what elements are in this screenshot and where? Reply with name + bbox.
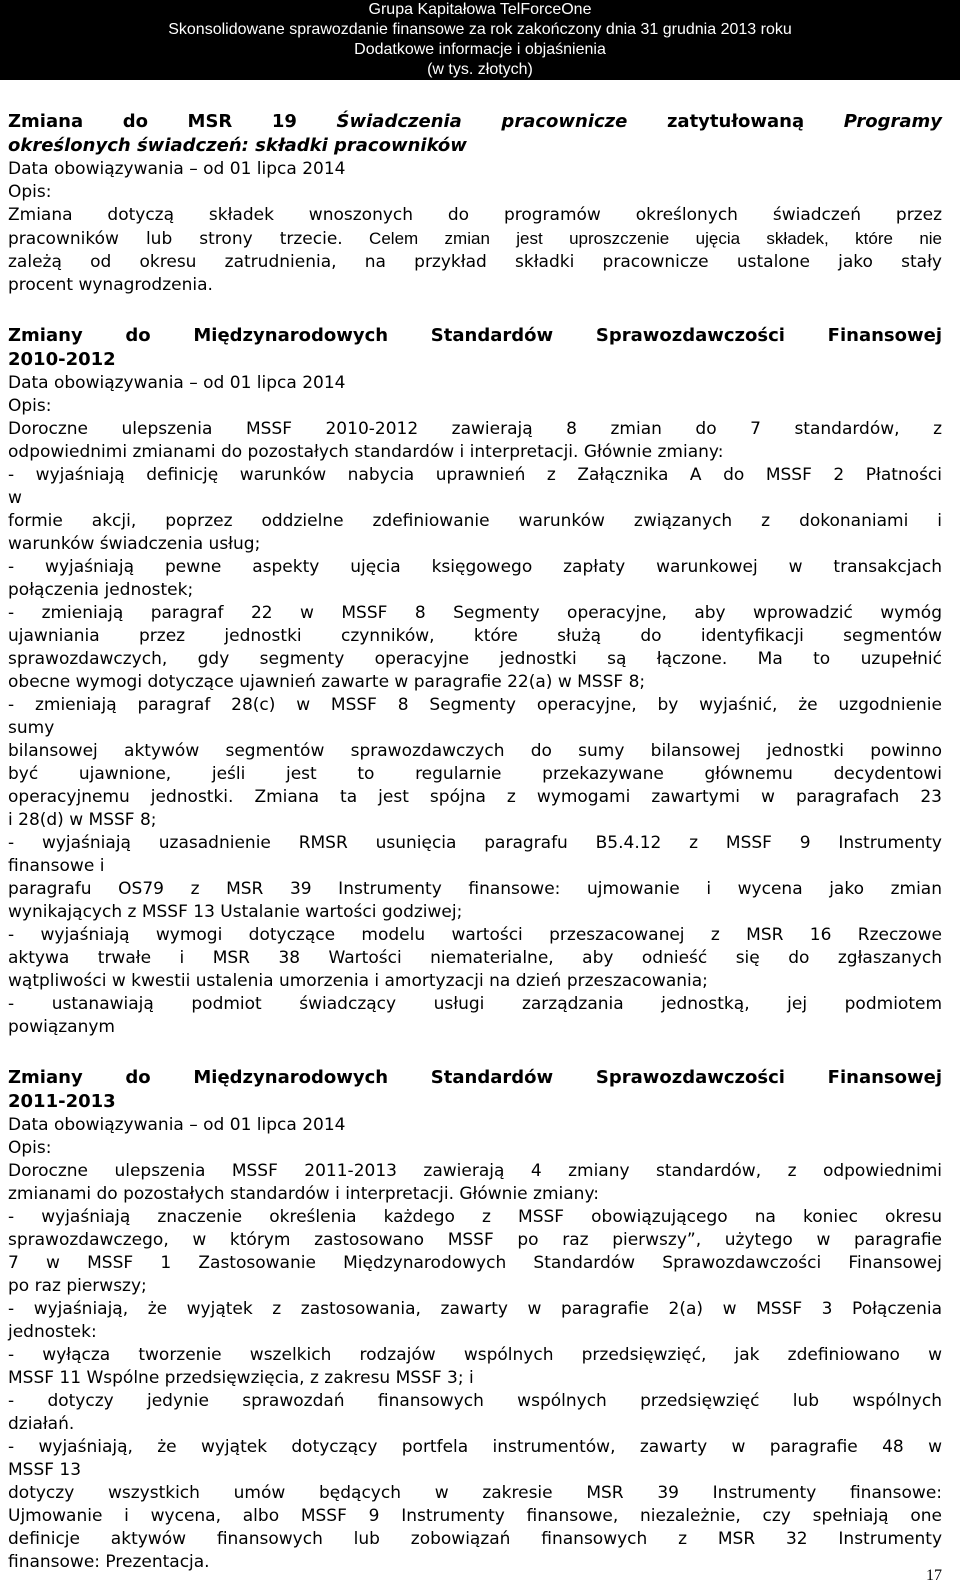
paragraph-line: - wyjaśniają pewne aspekty ujęcia księgowego zapłaty warunkowej w transakcjach [8,557,942,577]
paragraph-line: zmianami do pozostałych standardów i interpretacji. Głównie zmiany: [8,1184,599,1204]
page-number: 17 [926,1567,942,1584]
description-label: Opis: [8,182,52,202]
paragraph-line: sumy [8,718,55,738]
paragraph-line: i 28(d) w MSSF 8; [8,810,157,830]
paragraph-line: operacyjnemu jednostki. Zmiana ta jest spójna z wymogami zawartymi w paragrafach 23 [8,787,942,807]
paragraph-line: - wyjaśniają wymogi dotyczące modelu wartości przeszacowanej z MSR 16 Rzeczowe [8,925,942,945]
document-body [8,110,942,1574]
header-unit: (w tys. złotych) [427,61,533,78]
paragraph-line: procent wynagrodzenia. [8,275,213,295]
paragraph-line: definicje aktywów finansowych lub zobowiązań finansowych z MSR 32 Instrumenty [8,1529,942,1549]
effective-date: Data obowiązywania – od 01 lipca 2014 [8,1115,346,1135]
paragraph-line: - wyjaśniają, że wyjątek z zastosowania, zawarty w paragrafie 2(a) w MSSF 3 Połączenia [8,1299,942,1319]
paragraph-line: finansowe: Prezentacja. [8,1552,210,1572]
paragraph-line: aktywa trwałe i MSR 38 Wartości niematerialne, aby odnieść się do zgłaszanych [8,948,942,968]
paragraph-line: finansowe i [8,856,105,876]
section-title-years: 2010-2012 [8,349,116,370]
paragraph-line: pracowników lub strony trzecie. Celem zmian jest uproszczenie ujęcia składek, które nie [8,229,943,249]
paragraph-line: Zmiana dotyczą składek wnoszonych do programów określonych świadczeń przez [8,205,942,225]
paragraph-line: paragrafu OS79 z MSR 39 Instrumenty finansowe: ujmowanie i wycena jako zmian [8,879,942,899]
paragraph-line: MSSF 13 [8,1460,82,1480]
document-header [0,0,960,80]
section-msr19 [8,110,942,297]
section-title-line2: określonych świadczeń: składki pracowników [8,135,467,156]
paragraph-line: zależą od okresu zatrudnienia, na przykład składki pracownicze ustalone jako stały [8,252,942,272]
paragraph-line: formie akcji, poprzez oddzielne zdefiniowanie warunków związanych z dokonaniami i [8,511,942,531]
paragraph-line: - zmieniają paragraf 28(c) w MSSF 8 Segmenty operacyjne, by wyjaśnić, że uzgodnienie [8,695,942,715]
section-title: Zmiany do Międzynarodowych Standardów Sprawozdawczości Finansowej [8,1067,942,1088]
paragraph-line: bilansowej aktywów segmentów sprawozdawczych do sumy bilansowej jednostki powinno [8,741,942,761]
paragraph-line: sprawozdawczego, w którym zastosowano MSSF po raz pierwszy”, użytego w paragrafie [8,1230,942,1250]
paragraph-line: - wyjaśniają znaczenie określenia każdego z MSSF obowiązującego na koniec okresu [8,1207,942,1227]
paragraph-line: sprawozdawczych, gdy segmenty operacyjne jednostki są łączone. Ma to uzupełnić [8,649,942,669]
paragraph-line: - dotyczy jedynie sprawozdań finansowych wspólnych przedsięwzięć lub wspólnych [8,1391,942,1411]
paragraph-line: - wyjaśniają definicję warunków nabycia uprawnień z Załącznika A do MSSF 2 Płatności [8,465,942,485]
paragraph-line: ujawniania przez jednostki czynników, które służą do identyfikacji segmentów [8,626,942,646]
paragraph-line: po raz pierwszy; [8,1276,147,1296]
paragraph-line: - ustanawiają podmiot świadczący usługi zarządzania jednostką, jej podmiotem [8,994,942,1014]
paragraph-line: dotyczy wszystkich umów będących w zakresie MSR 39 Instrumenty finansowe: [8,1483,942,1503]
paragraph-line: warunków świadczenia usług; [8,534,261,554]
paragraph-line: w [8,488,22,508]
description-body [8,418,942,1039]
header-report-title: Skonsolidowane sprawozdanie finansowe za rok zakończony dnia 31 grudnia 2013 roku [168,21,792,38]
paragraph-line: być ujawnione, jeśli jest to regularnie przekazywane głównemu decydentowi [8,764,942,784]
header-company: Grupa Kapitałowa TelForceOne [368,1,592,18]
header-section: Dodatkowe informacje i objaśnienia [354,41,606,58]
paragraph-line: odpowiednimi zmianami do pozostałych standardów i interpretacji. Głównie zmiany: [8,442,724,462]
paragraph-line: jednostek: [8,1322,97,1342]
paragraph-line: wynikających z MSSF 13 Ustalanie wartości godziwej; [8,902,463,922]
paragraph-line: wątpliwości w kwestii ustalenia umorzenia i amortyzacji na dzień przeszacowania; [8,971,708,991]
section-mssf-2010-2012 [8,324,942,1039]
paragraph-line: Ujmowanie i wycena, albo MSSF 9 Instrumenty finansowe, niezależnie, czy spełniają one [8,1506,942,1526]
section-mssf-2011-2013 [8,1066,942,1574]
section-title: Zmiany do Międzynarodowych Standardów Sprawozdawczości Finansowej [8,325,942,346]
paragraph-line: działań. [8,1414,75,1434]
paragraph-line: - wyjaśniają uzasadnienie RMSR usunięcia paragrafu B5.4.12 z MSSF 9 Instrumenty [8,833,942,853]
description-body [8,1160,942,1574]
paragraph-line: - wyjaśniają, że wyjątek dotyczący portfela instrumentów, zawarty w paragrafie 48 w [8,1437,942,1457]
paragraph-line: Doroczne ulepszenia MSSF 2010-2012 zawierają 8 zmian do 7 standardów, z [8,419,942,439]
section-title-years: 2011-2013 [8,1091,116,1112]
paragraph-line: obecne wymogi dotyczące ujawnień zawarte w paragrafie 22(a) w MSSF 8; [8,672,646,692]
section-title: Zmiana do MSR 19 Świadczenia pracownicze zatytułowaną Programy [8,111,942,132]
paragraph-line: powiązanym [8,1017,115,1037]
effective-date: Data obowiązywania – od 01 lipca 2014 [8,159,346,179]
paragraph-line: połączenia jednostek; [8,580,194,600]
paragraph-line: MSSF 11 Wspólne przedsięwzięcia, z zakresu MSSF 3; i [8,1368,474,1388]
description-label: Opis: [8,1138,52,1158]
paragraph-line: - wyłącza tworzenie wszelkich rodzajów wspólnych przedsięwzięć, jak zdefiniowano w [8,1345,942,1365]
effective-date: Data obowiązywania – od 01 lipca 2014 [8,373,346,393]
paragraph-line: Doroczne ulepszenia MSSF 2011-2013 zawierają 4 zmiany standardów, z odpowiednimi [8,1161,942,1181]
description-label: Opis: [8,396,52,416]
paragraph-line: - zmieniają paragraf 22 w MSSF 8 Segmenty operacyjne, aby wprowadzić wymóg [8,603,942,623]
paragraph-line: 7 w MSSF 1 Zastosowanie Międzynarodowych Standardów Sprawozdawczości Finansowej [8,1253,942,1273]
